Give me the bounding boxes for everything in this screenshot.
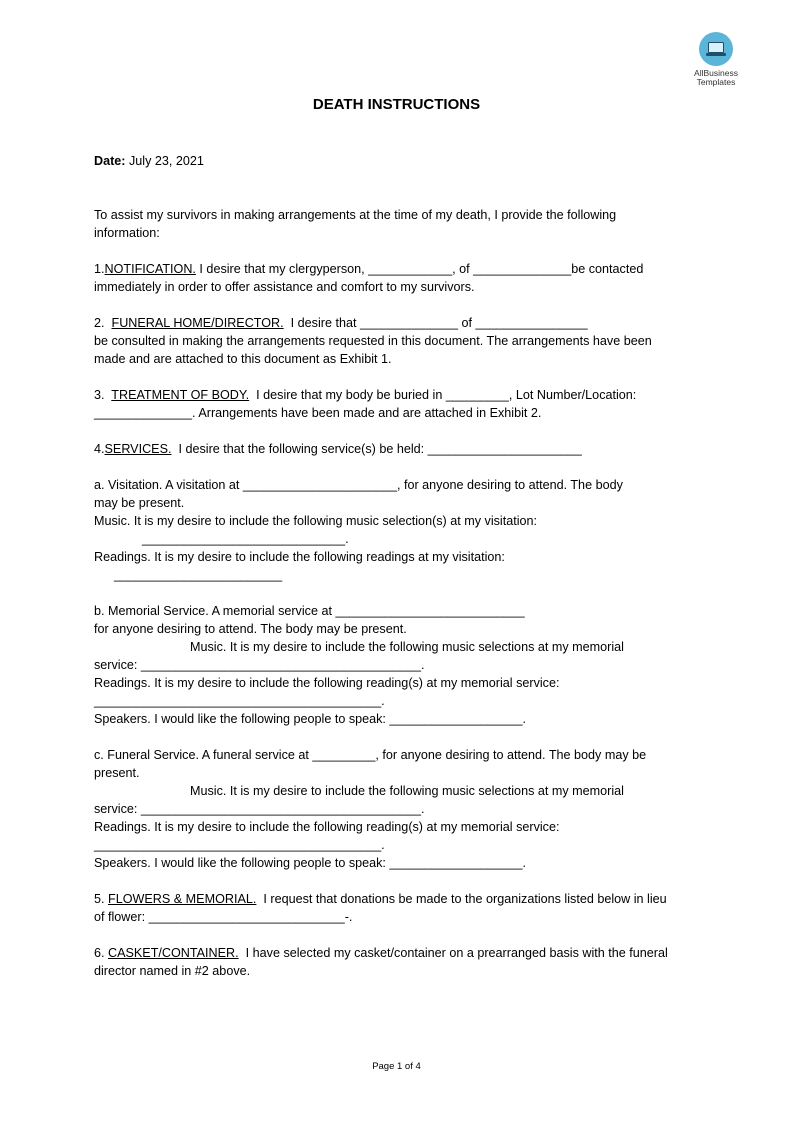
document-title: DEATH INSTRUCTIONS: [312, 96, 481, 113]
intro-line-1: To assist my survivors in making arrangements at the time of my death, I provide the following: [94, 208, 617, 222]
section-notification: 1.NOTIFICATION. I desire that my clergyperson, ____________, of ______________be contacted: [94, 262, 644, 276]
visitation-line: a. Visitation. A visitation at ______________________, for anyone desiring to attend. The body: [94, 478, 623, 492]
section-services: 4.SERVICES. I desire that the following service(s) be held: ______________________: [94, 442, 582, 456]
brand-logo: [690, 32, 742, 87]
section-casket-container: 6. CASKET/CONTAINER. I have selected my casket/container on a prearranged basis with the funeral: [94, 946, 668, 960]
date-line: Date: July 23, 2021: [94, 154, 204, 168]
funeral-service-line: c. Funeral Service. A funeral service at _________, for anyone desiring to attend. The body may be: [94, 748, 647, 762]
page-number: Page 1 of 4: [372, 1061, 421, 1072]
document-body: Date: July 23, 2021 To assist my survivors in making arrangements at the time of my death, I provide the following information: 1.NOTIFICATION. I desire that my clergyperson, ____________, of ______________be contacted immediately in order to offer assistance and comfort to my survivors. 2. FUNERAL HOME/DIRECTOR. I desire that ______________ of ________________ be consulted in making the arrangements requested in this document. The arrangements have been made and are attached to this document as Exhibit 1. 3. TREATMENT OF BODY. I desire that my body be buried in _________, Lot Number/Location: ______________. Arrangements have been made and are attached in Exhibit 2. 4.SERVICES. I desire that the following service(s) be held: ______________________ a. Visitation. A visitation at ______________________, for anyone desiring to attend. The body may be present. Music. It is my desire to include the following music selection(s) at my visitation: _____________________________. Readings. It is my desire to include the following readings at my visitation: ________________________ b. Memorial Service. A memorial service at ___________________________ for anyone desiring to attend. The body may be present. Music. It is my desire to include the following music selections at my memorial service: ________________________________________. Readings. It is my desire to include the following reading(s) at my memorial service: _________________________________________. Speakers. I would like the following people to speak: ___________________. c. Funeral Service. A funeral service at _________, for anyone desiring to attend. The body may be present. Music. It is my desire to include the following music selections at my memorial service: ________________________________________. Readings. It is my desire to include the following reading(s) at my memorial service: _________________________________________. Speakers. I would like the following people to speak: ___________________. 5. FLOWERS & MEMORIAL. I request that donations be made to the organizations listed below in lieu of flower: ____________________________-. 6. CASKET/CONTAINER. I have selected my casket/container on a prearranged basis with the funeral director named in #2 above.: [94, 152, 704, 980]
section-funeral-home: 2. FUNERAL HOME/DIRECTOR. I desire that ______________ of ________________: [94, 316, 588, 330]
memorial-service-line: b. Memorial Service. A memorial service at ___________________________: [94, 604, 525, 618]
intro-line-2: information:: [94, 226, 160, 240]
section-treatment-of-body: 3. TREATMENT OF BODY. I desire that my body be buried in _________, Lot Number/Location:: [94, 388, 637, 402]
laptop-icon: [699, 32, 733, 66]
logo-text: AllBusiness Templates: [694, 68, 738, 87]
section-flowers-memorial: 5. FLOWERS & MEMORIAL. I request that donations be made to the organizations listed below in lieu: [94, 892, 667, 906]
